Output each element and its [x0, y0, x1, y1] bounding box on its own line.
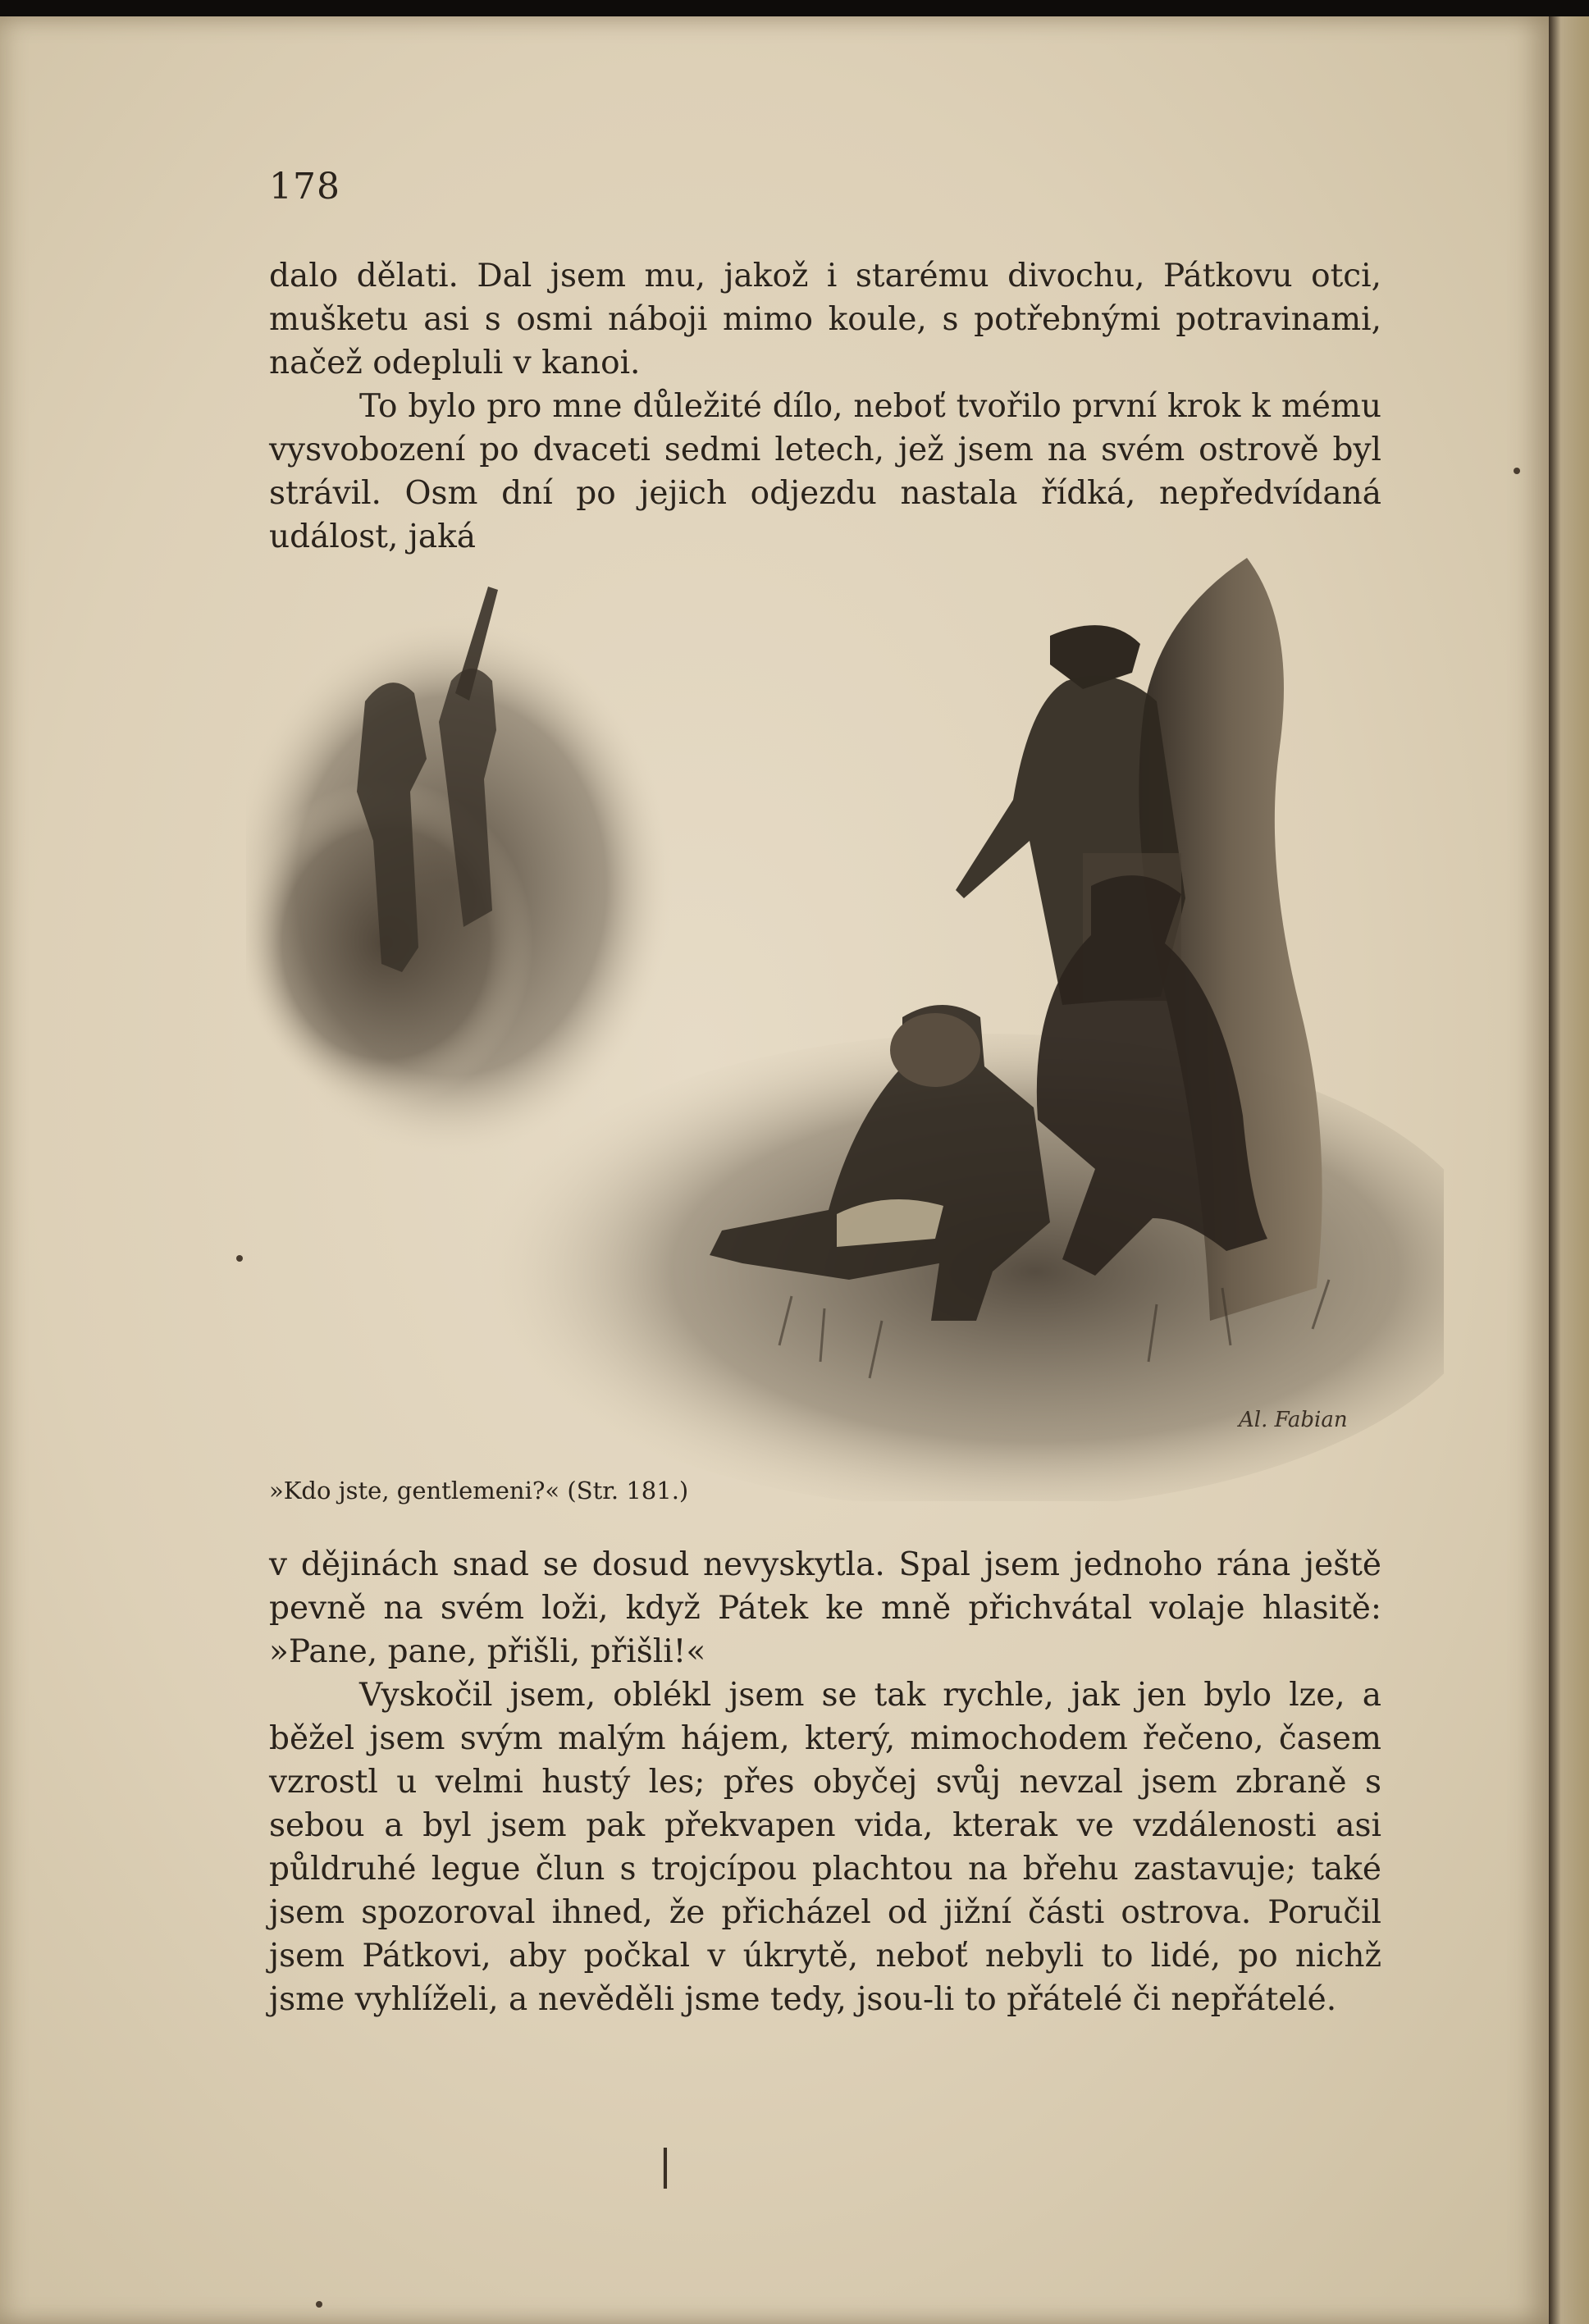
ink-dot	[316, 2301, 322, 2308]
ink-smudge: ❘	[648, 2141, 683, 2189]
scan-top-edge	[0, 0, 1589, 16]
text-block-top	[269, 254, 1381, 559]
paragraph-1: dalo dělati. Dal jsem mu, jakož i starému divochu, Pátkovu otci, mušketu asi s osmi náboji mimo koule, s potřebnými potravinami, načež odepluli v kanoi.	[269, 258, 1381, 381]
illustration-caption: »Kdo jste, gentlemeni?« (Str. 181.)	[269, 1477, 689, 1504]
ink-dot	[236, 1255, 243, 1262]
engraving-illustration	[246, 558, 1444, 1501]
artist-signature: Al. Fabian	[1239, 1408, 1348, 1432]
adjacent-page-edge	[1549, 16, 1589, 2324]
paragraph-4: Vyskočil jsem, oblékl jsem se tak rychle, jak jen bylo lze, a běžel jsem svým malým hájem, který, mimochodem řečeno, časem vzrostl u velmi hustý les; přes obyčej svůj nevzal jsem zbraně s sebou a byl jsem pak překvapen vida, kterak ve vzdálenosti asi půldruhé legue člun s trojcípou plachtou na břehu zastavuje; také jsem spozoroval ihned, že přicházel od jižní části ostrova. Poručil jsem Pátkovi, aby počkal v úkrytě, neboť nebyli to lidé, po nichž jsme vyhlíželi, a nevěděli jsme tedy, jsou-li to přátelé či nepřátelé.	[269, 1677, 1381, 2018]
paragraph-3: v dějinách snad se dosud nevyskytla. Spal jsem jednoho rána ještě pevně na svém loži, když Pátek ke mně přichvátal volaje hlasitě: »Pane, pane, přišli, přišli!«	[269, 1546, 1381, 1670]
page-number: 178	[269, 166, 340, 208]
paragraph-2: To bylo pro mne důležité dílo, neboť tvořilo první krok k mému vysvobození po dvaceti sedmi letech, jež jsem na svém ostrově byl strávil. Osm dní po jejich odjezdu nastala řídká, nepředvídaná událost, jaká	[269, 388, 1381, 555]
ink-dot	[1514, 468, 1520, 474]
text-block-bottom	[269, 1543, 1381, 2021]
